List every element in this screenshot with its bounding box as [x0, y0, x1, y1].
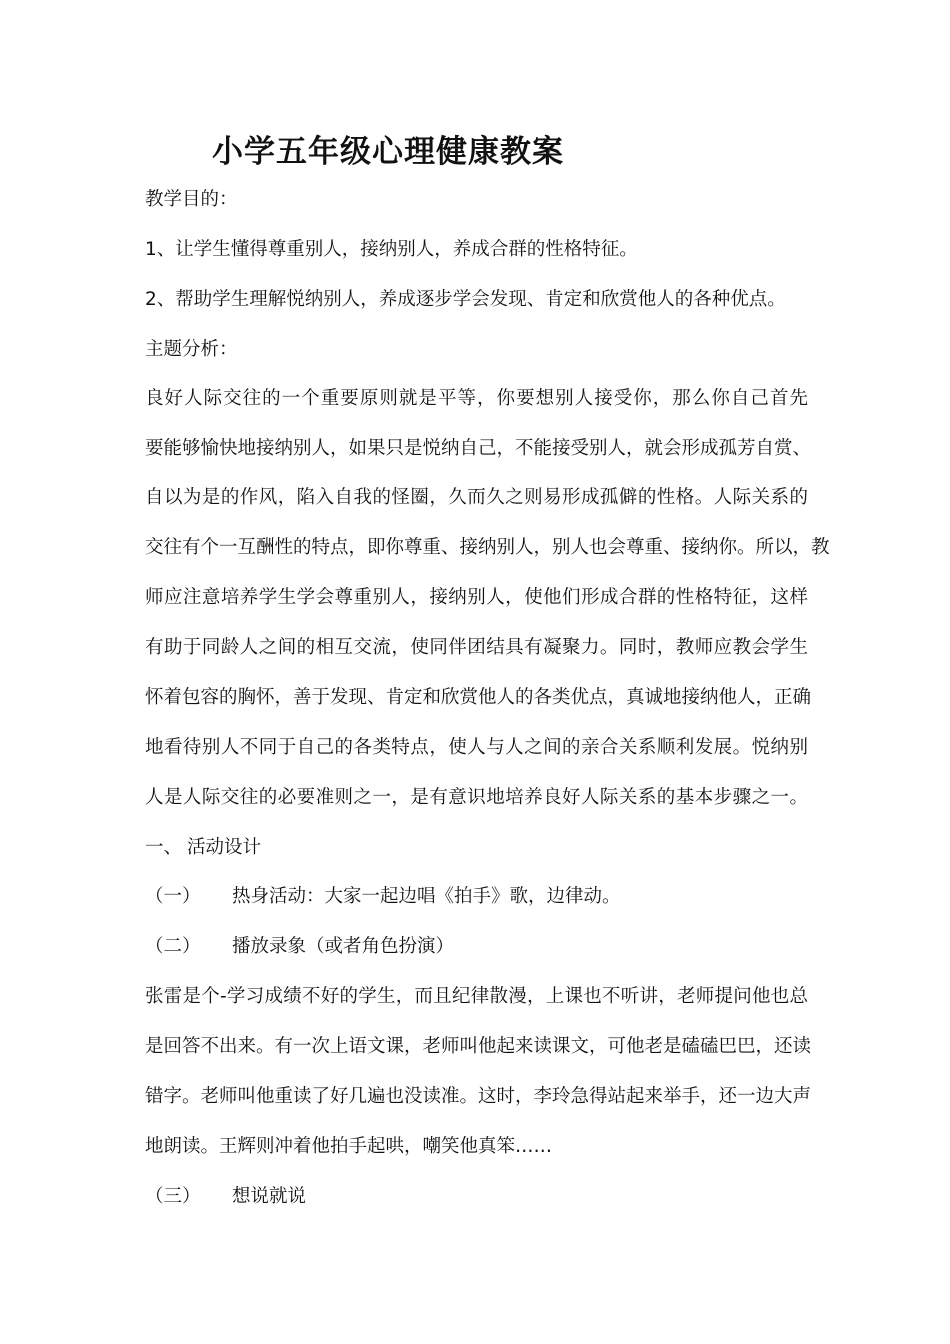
- activity-item: [145, 882, 621, 912]
- story-line: 张雷是个-学习成绩不好的学生，而且纪律散漫，上课也不听讲，老师提问他也总: [145, 986, 808, 1007]
- analysis-line: 地看待别人不同于自己的各类特点，使人与人之间的亲合关系顺利发展。悦纳别: [145, 737, 808, 758]
- activity-item: [145, 932, 454, 962]
- section-label: 活动设计: [187, 837, 262, 858]
- goal-item: 2、帮助学生理解悦纳别人，养成逐步学会发现、肯定和欣赏他人的各种优点。: [145, 289, 786, 310]
- teaching-goal-heading: 教学目的：: [145, 189, 238, 210]
- analysis-line: 怀着包容的胸怀，善于发现、肯定和欣赏他人的各类优点，真诚地接纳他人，正确: [145, 687, 812, 708]
- section-number: 一、: [145, 837, 183, 858]
- activity-number: （一）: [145, 886, 201, 907]
- story-line: 是回答不出来。有一次上语文课，老师叫他起来读课文，可他老是磕磕巴巴，还读: [145, 1036, 812, 1057]
- activity-number: （二）: [145, 936, 201, 957]
- story-line: 错字。老师叫他重读了好几遍也没读准。这时，李玲急得站起来举手，还一边大声: [145, 1086, 812, 1107]
- document-title: 小学五年级心理健康教案: [212, 134, 564, 170]
- story-line: 地朗读。王辉则冲着他拍手起哄，嘲笑他真笨……: [145, 1136, 553, 1157]
- analysis-line: 人是人际交往的必要准则之一，是有意识地培养良好人际关系的基本步骤之一。: [145, 787, 808, 808]
- analysis-line: 有助于同龄人之间的相互交流，使同伴团结具有凝聚力。同时，教师应教会学生: [145, 637, 808, 658]
- analysis-line: 良好人际交往的一个重要原则就是平等，你要想别人接受你，那么你自己首先: [145, 388, 808, 409]
- activity-text: 热身活动：大家一起边唱《拍手》歌，边律动。: [232, 886, 621, 907]
- section-heading: [145, 833, 261, 863]
- goal-item: 1、让学生懂得尊重别人，接纳别人，养成合群的性格特征。: [145, 239, 638, 260]
- analysis-line: 要能够愉快地接纳别人，如果只是悦纳自己，不能接受别人，就会形成孤芳自赏、: [145, 438, 812, 459]
- activity-text: 想说就说: [232, 1186, 307, 1207]
- analysis-line: 交往有个一互酬性的特点，即你尊重、接纳别人，别人也会尊重、接纳你。所以，教: [145, 537, 830, 558]
- analysis-heading: 主题分析：: [145, 339, 238, 360]
- activity-item: [145, 1182, 306, 1212]
- activity-text: 播放录象（或者角色扮演）: [232, 936, 455, 957]
- activity-number: （三）: [145, 1186, 201, 1207]
- analysis-line: 自以为是的作风，陷入自我的怪圈，久而久之则易形成孤僻的性格。人际关系的: [145, 487, 808, 508]
- analysis-line: 师应注意培养学生学会尊重别人，接纳别人，使他们形成合群的性格特征，这样: [145, 587, 808, 608]
